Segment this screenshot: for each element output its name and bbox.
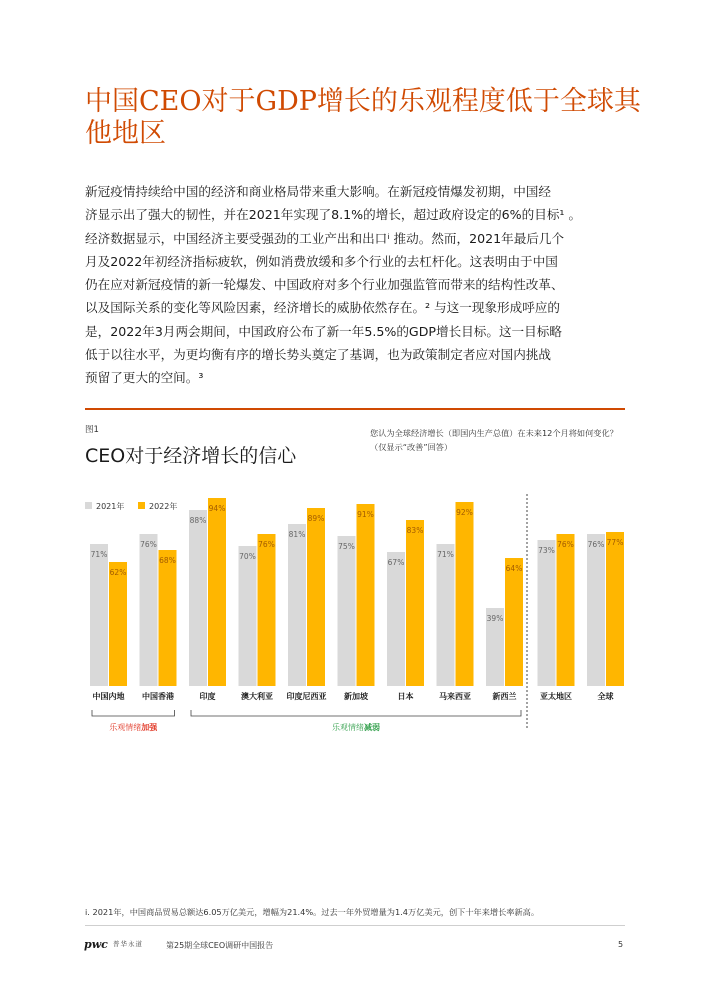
figure-label: 图1 — [85, 425, 99, 435]
paragraph-line: 经济数据显示，中国经济主要受强劲的工业产出和出口ⁱ 推动。然而，2021年最后几个 — [85, 230, 565, 246]
bar-2021 — [189, 510, 207, 686]
data-label-2022: 91% — [357, 510, 374, 519]
bar-2021 — [437, 544, 455, 686]
paragraph-line: 低于以往水平，为更均衡有序的增长势头奠定了基调，也为政策制定者应对国内挑战 — [85, 347, 551, 363]
paragraph-line: 以及国际关系的变化等风险因素，经济增长的威胁依然存在。² 与这一现象形成呼应的 — [85, 300, 561, 316]
data-label-2021: 76% — [587, 540, 605, 549]
bar-2022 — [109, 562, 127, 686]
bar-2021 — [338, 536, 356, 686]
annotation-label — [109, 722, 158, 732]
legend-swatch-2021 — [85, 502, 92, 509]
pwc-logo-chinese: 普华永道 — [113, 940, 143, 948]
data-label-2022: 83% — [406, 526, 424, 535]
legend-label-2022: 2022年 — [149, 502, 178, 511]
paragraph-line: 新冠疫情持续给中国的经济和商业格局带来重大影响。在新冠疫情爆发初期，中国经 — [85, 184, 551, 199]
paragraph-line: 月及2022年初经济指标疲软，例如消费放缓和多个行业的去杠杆化。这表明由于中国 — [85, 253, 558, 269]
data-label-2021: 88% — [189, 516, 207, 525]
bar-2022 — [357, 504, 375, 686]
data-label-2021: 67% — [387, 558, 405, 567]
category-label: 新加坡 — [344, 692, 368, 701]
bar-2021 — [387, 552, 405, 686]
paragraph-line: 济显示出了强大的韧性，并在2021年实现了8.1%的增长，超过政府设定的6%的目标¹ 。 — [85, 207, 582, 223]
data-label-2021: 39% — [486, 614, 504, 623]
category-label: 中国香港 — [142, 692, 174, 701]
data-label-2022: 62% — [109, 568, 127, 577]
page-title: 中国CEO对于GDP增长的乐观程度低于全球其他地区 — [85, 86, 641, 149]
legend-swatch-2022 — [138, 502, 145, 509]
data-label-2021: 76% — [140, 540, 157, 549]
bar-2021 — [587, 534, 605, 686]
data-label-2021: 75% — [338, 542, 355, 551]
bar-2022 — [406, 520, 424, 686]
legend-label-2021: 2021年 — [96, 502, 125, 511]
data-label-2022: 76% — [557, 540, 574, 549]
bar-2021 — [538, 540, 556, 686]
bar-2022 — [606, 532, 624, 686]
category-label: 新西兰 — [492, 692, 517, 701]
bar-2022 — [258, 534, 276, 686]
bar-2022 — [505, 558, 523, 686]
annotation-label-emphasis: 加强 — [141, 723, 158, 732]
survey-question: 您认为全球经济增长（即国内生产总值）在未来12个月将如何变化？（仅显示“改善”回答） — [370, 428, 618, 452]
category-label: 马来西亚 — [439, 692, 471, 701]
bar-2022 — [557, 534, 575, 686]
paragraph-line: 是，2022年3月两会期间，中国政府公布了新一年5.5%的GDP增长目标。这一目标略 — [85, 323, 562, 339]
annotation-label-prefix: 乐观情绪 — [109, 723, 142, 732]
footer-divider — [85, 925, 625, 926]
paragraph-line: 仍在应对新冠疫情的新一轮爆发、中国政府对多个行业加强监管而带来的结构性改革、 — [85, 277, 564, 293]
data-label-2021: 71% — [90, 550, 108, 559]
data-label-2021: 73% — [538, 546, 555, 555]
pwc-logo: pwc — [84, 938, 108, 951]
bar-2022 — [456, 502, 474, 686]
annotation-label-emphasis: 减弱 — [364, 723, 380, 732]
data-label-2022: 68% — [159, 556, 176, 565]
footnote: i. 2021年，中国商品贸易总额达6.05万亿美元，增幅为21.4%。过去一年外贸增量为1.4万亿美元，创下十年来增长率新高。 — [85, 907, 540, 917]
category-label: 印度 — [199, 692, 216, 701]
bar-2022 — [307, 508, 325, 686]
annotation-label-prefix: 乐观情绪 — [332, 723, 364, 732]
data-label-2022: 92% — [456, 508, 473, 517]
annotation-bracket — [191, 710, 521, 716]
bar-2022 — [159, 550, 177, 686]
data-label-2022: 76% — [258, 540, 275, 549]
bar-2021 — [288, 524, 306, 686]
data-label-2021: 71% — [437, 550, 454, 559]
data-label-2022: 89% — [307, 514, 325, 523]
bar-2021 — [239, 546, 257, 686]
chart-title: CEO对于经济增长的信心 — [85, 445, 297, 467]
page-number: 5 — [618, 940, 624, 949]
bar-2022 — [208, 498, 226, 686]
bar-2021 — [90, 544, 108, 686]
category-label: 印度尼西亚 — [286, 692, 327, 701]
data-label-2021: 70% — [239, 552, 256, 561]
bar-2021 — [140, 534, 158, 686]
category-label: 澳大利亚 — [241, 692, 273, 701]
category-label: 中国内地 — [92, 692, 125, 701]
data-label-2021: 81% — [288, 530, 306, 539]
paragraph-line: 预留了更大的空间。³ — [85, 370, 204, 386]
category-label: 亚太地区 — [540, 692, 572, 701]
footer-report-title: 第25期全球CEO调研中国报告 — [166, 941, 274, 950]
category-label: 日本 — [397, 692, 414, 701]
category-label: 全球 — [597, 692, 614, 701]
data-label-2022: 94% — [208, 504, 226, 513]
data-label-2022: 77% — [606, 538, 624, 547]
annotation-bracket — [92, 710, 175, 716]
annotation-label — [332, 722, 380, 732]
data-label-2022: 64% — [505, 564, 523, 573]
